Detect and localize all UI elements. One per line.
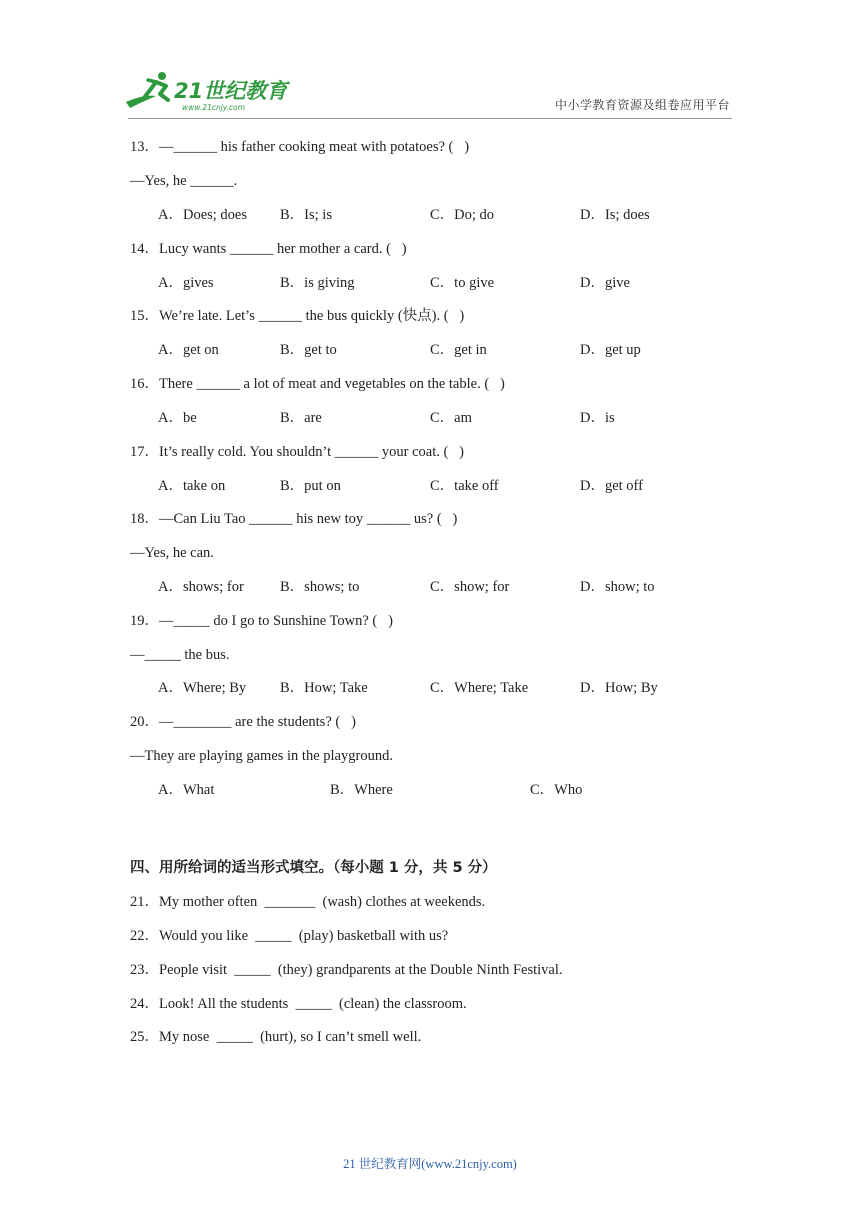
question-18-option-d[interactable]: D．show; to [580, 579, 655, 595]
question-15-option-d[interactable]: D．get up [580, 342, 641, 358]
question-16-stem: 16．There ______ a lot of meat and vegetables on the table. ( ) [130, 376, 505, 392]
question-19-option-d[interactable]: D．How; By [580, 680, 658, 696]
fill-blank-25: 25．My nose _____ (hurt), so I can’t smell well. [130, 1029, 422, 1045]
question-13-stem: 13．—______ his father cooking meat with potatoes? ( ) [130, 139, 470, 155]
question-15-option-b[interactable]: B．get to [280, 342, 337, 358]
question-18-option-c[interactable]: C．show; for [430, 579, 510, 595]
question-20-option-a[interactable]: A．What [158, 782, 215, 798]
platform-name: 中小学教育资源及组卷应用平台 [554, 98, 730, 112]
question-14-option-d[interactable]: D．give [580, 275, 630, 291]
question-19-option-b[interactable]: B．How; Take [280, 680, 368, 696]
question-16-option-a[interactable]: A．be [158, 410, 197, 426]
question-15-stem: 15．We’re late. Let’s ______ the bus quickly (快点). ( ) [130, 308, 465, 324]
question-19-answer-line: —_____ the bus. [130, 647, 230, 663]
question-16-option-b[interactable]: B．are [280, 410, 322, 426]
question-13-option-d[interactable]: D．Is; does [580, 207, 650, 223]
question-19-stem: 19．—_____ do I go to Sunshine Town? ( ) [130, 613, 393, 629]
question-13-option-c[interactable]: C．Do; do [430, 207, 495, 223]
section-4-title: 四、用所给词的适当形式填空。（每小题 1 分，共 5 分） [130, 860, 497, 876]
question-18-option-a[interactable]: A．shows; for [158, 579, 244, 595]
fill-blank-21: 21．My mother often _______ (wash) clothes at weekends. [130, 894, 486, 910]
question-18-stem: 18．—Can Liu Tao ______ his new toy ______ us? ( ) [130, 511, 458, 527]
fill-blank-23: 23．People visit _____ (they) grandparents at the Double Ninth Festival. [130, 962, 563, 978]
question-14-option-c[interactable]: C．to give [430, 275, 495, 291]
page-footer: 21 世纪教育网(www.21cnjy.com) [343, 1157, 517, 1171]
question-18-answer-line: —Yes, he can. [130, 545, 214, 561]
question-17-option-b[interactable]: B．put on [280, 478, 341, 494]
question-13-option-a[interactable]: A．Does; does [158, 207, 248, 223]
question-14-option-a[interactable]: A．gives [158, 275, 214, 291]
question-17-stem: 17．It’s really cold. You shouldn’t ______ your coat. ( ) [130, 444, 465, 460]
question-19-option-c[interactable]: C．Where; Take [430, 680, 529, 696]
fill-blank-24: 24．Look! All the students _____ (clean) the classroom. [130, 996, 467, 1012]
question-20-stem: 20．—________ are the students? ( ) [130, 714, 356, 730]
question-13-option-b[interactable]: B．Is; is [280, 207, 332, 223]
question-17-option-d[interactable]: D．get off [580, 478, 643, 494]
fill-blank-22: 22．Would you like _____ (play) basketball with us? [130, 928, 449, 944]
logo-text: 21世纪教育 [174, 79, 288, 103]
question-20-option-b[interactable]: B．Where [330, 782, 393, 798]
header-divider [128, 118, 732, 119]
question-15-option-a[interactable]: A．get on [158, 342, 219, 358]
logo-url-text: www.21cnjy.com [182, 103, 246, 112]
question-17-option-c[interactable]: C．take off [430, 478, 499, 494]
question-14-option-b[interactable]: B．is giving [280, 275, 355, 291]
question-15-option-c[interactable]: C．get in [430, 342, 487, 358]
question-13-answer-line: —Yes, he ______. [130, 173, 238, 189]
question-20-answer-line: —They are playing games in the playground. [130, 748, 393, 764]
question-16-option-c[interactable]: C．am [430, 410, 472, 426]
question-14-stem: 14．Lucy wants ______ her mother a card. ( ) [130, 241, 407, 257]
logo-21cnjy [122, 68, 292, 114]
question-17-option-a[interactable]: A．take on [158, 478, 226, 494]
page-header [0, 0, 860, 130]
question-19-option-a[interactable]: A．Where; By [158, 680, 247, 696]
question-16-option-d[interactable]: D．is [580, 410, 615, 426]
question-18-option-b[interactable]: B．shows; to [280, 579, 360, 595]
question-20-option-c[interactable]: C．Who [530, 782, 583, 798]
